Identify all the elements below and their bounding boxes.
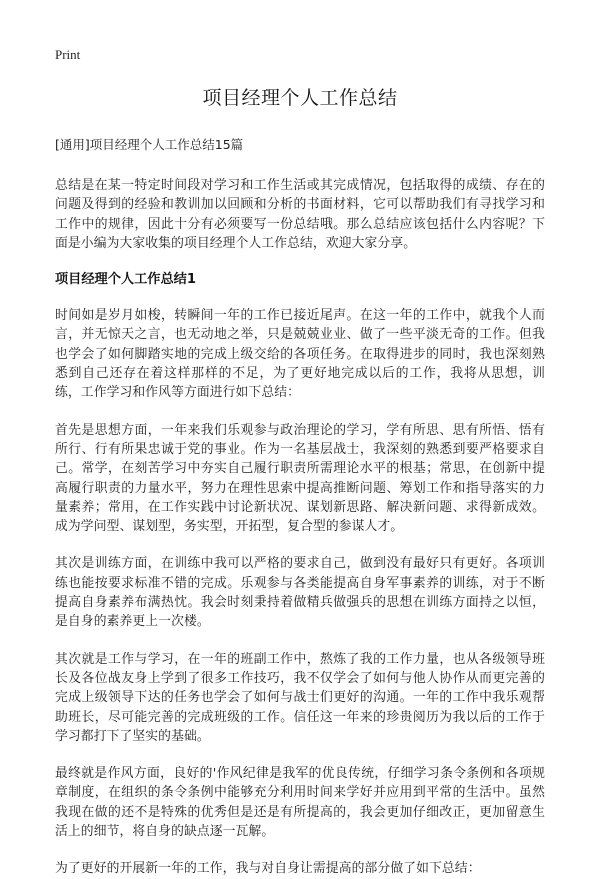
body-paragraph: 其次就是工作与学习，在一年的班副工作中，熬炼了我的工作力量，也从各级领导班长及各位战友身上学到了很多工作技巧，我不仅学会了如何与他人协作从而更完善的完成上级领导下达的任务也学会了如何与战士们更好的沟通。一年的工作中我乐观帮助班长，尽可能完善的完成班级的工作。信任这一年来的珍贵阅历为我以后的工作于学习都打下了坚实的基础。 (55, 651, 545, 744)
body-paragraph: 其次是训练方面，在训练中我可以严格的要求自己，做到没有最好只有更好。各项训练也能按要求标准不错的完成。乐观参与各类能提高自身军事素养的训练，对于不断提高自身素养布满热忱。我会时刻秉持着做精兵做强兵的思想在训练方面持之以恒，是自身的素养更上一次楼。 (55, 556, 545, 630)
body-paragraph: 首先是思想方面，一年来我们乐观参与政治理论的学习，学有所思、思有所悟、悟有所行、行有所果忠诚于党的事业。作为一名基层战士，我深刻的熟悉到要严格要求自己。常学，在刻苦学习中夯实自己履行职责所需理论水平的根基；常思，在创新中提高履行职责的力量水平，努力在理性思索中提高推断问题、筹划工作和指导落实的力量素养；常用，在工作实践中讨论新状况、谋划新思路、解决新问题、求得新成效。成为学问型、谋划型，务实型，开拓型，复合型的参谋人才。 (55, 422, 545, 535)
body-paragraph: 时间如是岁月如梭，转瞬间一年的工作已接近尾声。在这一年的工作中，就我个人而言，并无惊天之言，也无动地之举，只是兢兢业业、做了一些平淡无奇的工作。但我也学会了如何脚踏实地的完成上级交给的各项任务。在取得进步的同时，我也深刻熟悉到自己还存在着这样那样的不足，为了更好地完成以后的工作，我将从思想，训练，工作学习和作风等方面进行如下总结： (55, 308, 545, 401)
body-paragraph: 为了更好的开展新一年的工作，我与对自身让需提高的部分做了如下总结： (55, 861, 481, 877)
body-paragraph: 最终就是作风方面，良好的'作风纪律是我军的优良传统，仔细学习条令条例和各项规章制度，在组织的条令条例中能够充分利用时间来学好并应用到平常的生活中。虽然我现在做的还不是特殊的优秀但是还是有所提高的，我会更加仔细改正，更加留意生活上的细节，将自身的缺点逐一瓦解。 (55, 766, 545, 840)
page-title: 项目经理个人工作总结 (202, 87, 398, 109)
print-link[interactable]: Print (55, 47, 81, 62)
section-heading: 项目经理个人工作总结1 (55, 272, 197, 288)
document-subtitle: [通用]项目经理个人工作总结15篇 (55, 137, 244, 152)
intro-paragraph: 总结是在某一特定时间段对学习和工作生活或其完成情况，包括取得的成绩、存在的问题及得到的经验和教训加以回顾和分析的书面材料，它可以帮助我们有寻找学习和工作中的规律，因此十分有必须要写一份总结哦。那么总结应该包括什么内容呢？下面是小编为大家收集的项目经理个人工作总结，欢迎大家分享。 (55, 178, 545, 251)
